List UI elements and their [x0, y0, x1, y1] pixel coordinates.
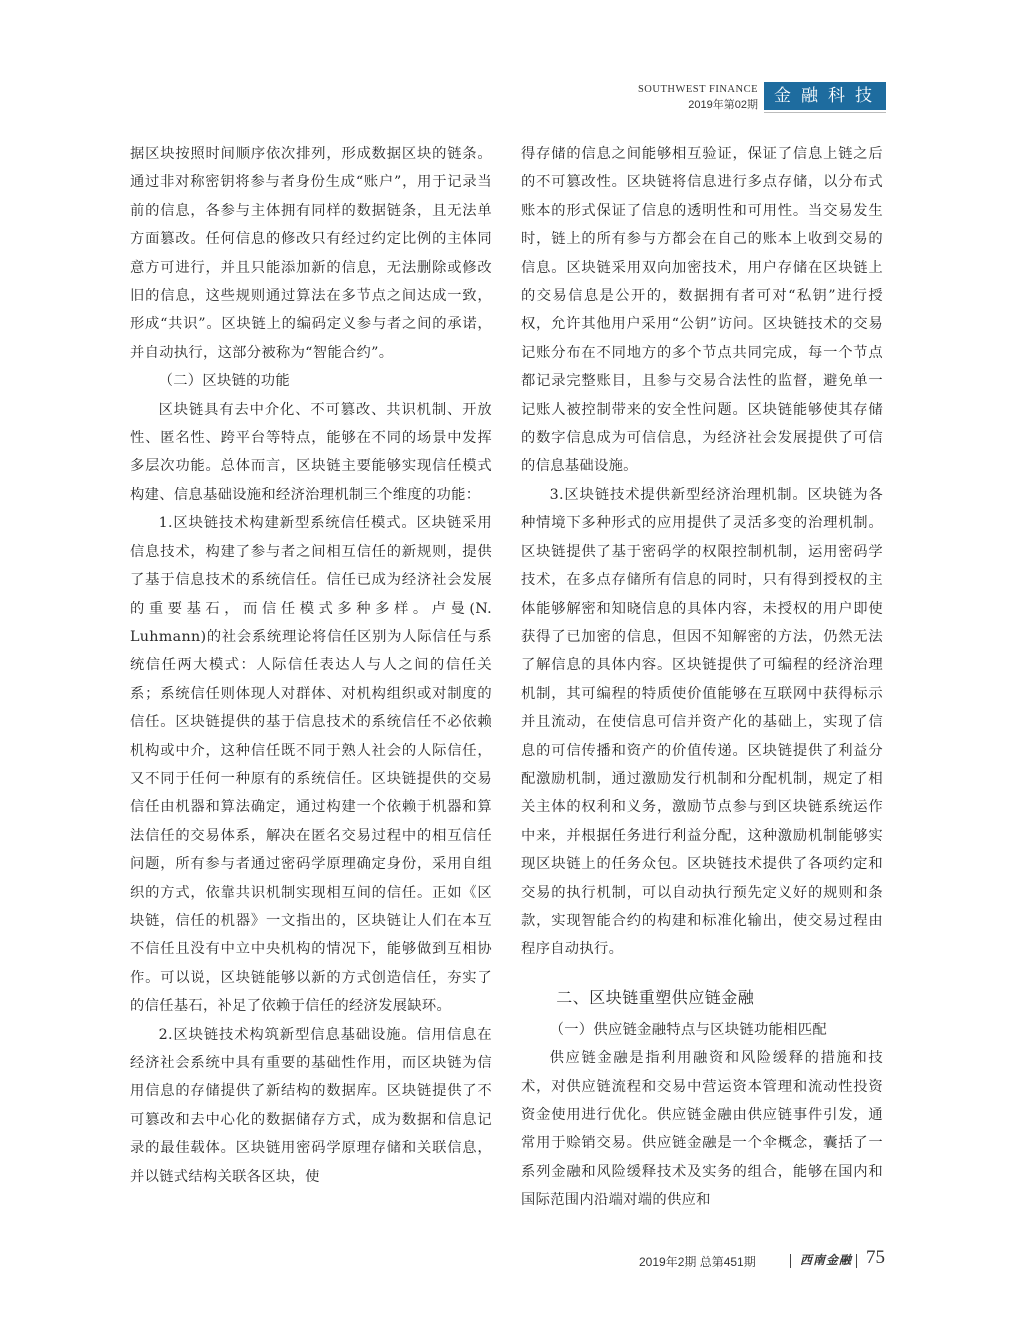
subheading: （二）区块链的功能 — [158, 373, 290, 390]
paragraph: 供应链金融是指利用融资和风险缓释的措施和技术，对供应链流程和交易中营运资本管理和流动性投资资金使用进行优化。供应链金融由供应链事件引发，通常用于赊销交易。供应链金融是一个伞概念，囊括了一系列金融和风险缓释技术及实务的组合，能够在国内和国际范围内沿端对端的供应和 — [521, 1050, 883, 1209]
footer-divider — [790, 1254, 791, 1268]
paragraph: 1.区块链技术构建新型系统信任模式。区块链采用信息技术，构建了参与者之间相互信任的新规则，提供了基于信息技术的系统信任。信任已成为经济社会发展的重要基石，而信任模式多种多样。卢曼(N. Luhmann)的社会系统理论将信任区别为人际信任与系统信任两大模式：人际信任表达人与人之间的信任关系；系统信任则体现人对群体、对机构组织或对制度的信任。区块链提供的基于信息技术的系统信任不必依赖机构或中介，这种信任既不同于熟人社会的人际信任，又不同于任何一种原有的系统信任。区块链提供的交易信任由机器和算法确定，通过构建一个依赖于机器和算法信任的交易体系，解决在匿名交易过程中的相互信任问题，所有参与者通过密码学原理确定身份，采用自组织的方式，依靠共识机制实现相互间的信任。正如《区块链，信任的机器》一文指出的，区块链让人们在本互不信任且没有中立中央机构的情况下，能够做到互相协作。可以说，区块链能够以新的方式创造信任，夯实了的信任基石，补足了依赖于信任的经济发展缺环。 — [130, 515, 492, 1015]
section-heading: 二、区块链重塑供应链金融 — [556, 987, 755, 1007]
right-column — [521, 140, 883, 1215]
paragraph: 得存储的信息之间能够相互验证，保证了信息上链之后的不可篡改性。区块链将信息进行多点存储，以分布式账本的形式保证了信息的透明性和可用性。当交易发生时，链上的所有参与方都会在自己的账本上收到交易的信息。区块链采用双向加密技术，用户存储在区块链上的交易信息是公开的，数据拥有者可对“私钥”进行授权，允许其他用户采用“公钥”访问。区块链技术的交易记账分布在不同地方的多个节点共同完成，每一个节点都记录完整账目，且参与交易合法性的监督，避免单一记账人被控制带来的安全性问题。区块链能够使其存储的数字信息成为可信信息，为经济社会发展提供了可信的信息基础设施。 — [521, 146, 883, 475]
paragraph: 3.区块链技术提供新型经济治理机制。区块链为各种情境下多种形式的应用提供了灵活多变的治理机制。区块链提供了基于密码学的权限控制机制，运用密码学技术，在多点存储所有信息的同时，只有得到授权的主体能够解密和知晓信息的具体内容，未授权的用户即使获得了已加密的信息，但因不知解密的方法，仍然无法了解信息的具体内容。区块链提供了可编程的经济治理机制，其可编程的特质使价值能够在互联网中获得标示并且流动，在使信息可信并资产化的基础上，实现了信息的可信传播和资产的价值传递。区块链提供了利益分配激励机制，通过激励发行机制和分配机制，规定了相关主体的权利和义务，激励节点参与到区块链系统运作中来，并根据任务进行利益分配，这种激励机制能够实现区块链上的任务众包。区块链技术提供了各项约定和交易的执行机制，可以自动执行预先定义好的规则和条款，实现智能合约的构建和标准化输出，使交易过程由程序自动执行。 — [521, 486, 883, 958]
section-badge: 金融科技 — [764, 82, 886, 110]
paragraph: 2.区块链技术构筑新型信息基础设施。信用信息在经济社会系统中具有重要的基础性作用，而区块链为信用信息的存储提供了新结构的数据库。区块链提供了不可篡改和去中心化的数据储存方式，成为数据和信息记录的最佳载体。区块链用密码学原理存储和关联信息，并以链式结构关联各区块，使 — [130, 1026, 492, 1185]
page-number: 75 — [866, 1247, 885, 1268]
journal-logo: 西南金融 — [800, 1253, 853, 1267]
header-issue-label: 2019年第02期 — [688, 99, 758, 111]
page-footer — [0, 1245, 1020, 1275]
footer-issue-label: 2019年2期 总第451期 — [639, 1255, 756, 1269]
paragraph: 据区块按照时间顺序依次排列，形成数据区块的链条。通过非对称密钥将参与者身份生成“账户”，用于记录当前的信息，各参与主体拥有同样的数据链条，且无法单方面篡改。任何信息的修改只有经过约定比例的主体同意方可进行，并且只能添加新的信息，无法删除或修改旧的信息，这些规则通过算法在多节点之间达成一致，形成“共识”。区块链上的编码定义参与者之间的承诺，并自动执行，这部分被称为“智能合约”。 — [130, 146, 492, 361]
journal-english-name: SOUTHWEST FINANCE — [637, 84, 758, 95]
subheading: （一）供应链金融特点与区块链功能相匹配 — [549, 1021, 827, 1038]
page-header — [0, 0, 1020, 110]
footer-divider — [856, 1254, 857, 1268]
left-column — [130, 140, 492, 1191]
paragraph: 区块链具有去中介化、不可篡改、共识机制、开放性、匿名性、跨平台等特点，能够在不同的场景中发挥多层次功能。总体而言，区块链主要能够实现信任模式构建、信息基础设施和经济治理机制三个维度的功能： — [130, 401, 492, 503]
header-divider — [764, 112, 886, 113]
